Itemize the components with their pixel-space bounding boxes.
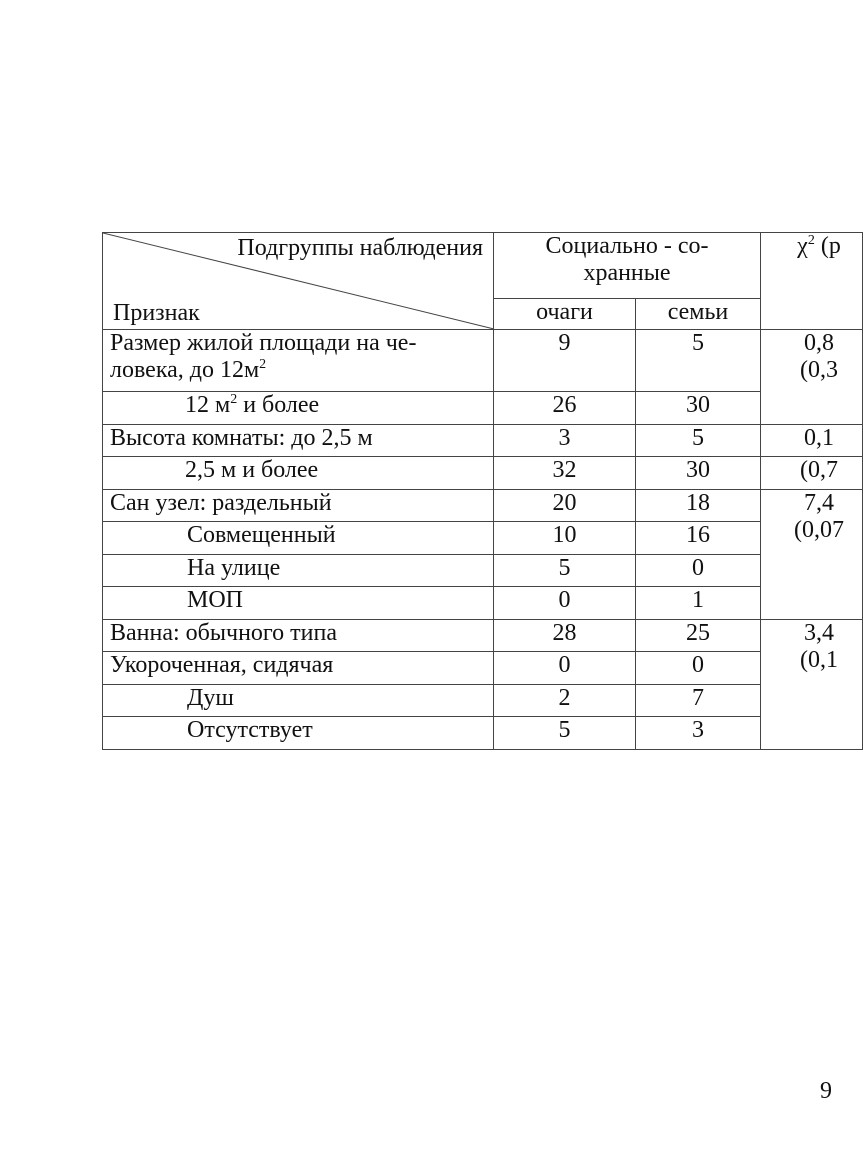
cell-value: 7 (636, 685, 761, 717)
cell-value: 0 (636, 652, 761, 685)
row-label: Совмещенный (103, 522, 494, 555)
cell-value: 0 (636, 555, 761, 587)
cell-value: 28 (494, 620, 636, 652)
cell-value: 5 (494, 717, 636, 750)
cell-value: 1 (636, 587, 761, 620)
table-row (103, 587, 863, 620)
chi-cell: 0,8 (0,3 (761, 330, 863, 425)
table-row (103, 330, 863, 392)
cell-value: 0 (494, 652, 636, 685)
table-row (103, 685, 863, 717)
cell-value: 26 (494, 392, 636, 425)
cell-value: 5 (636, 330, 761, 392)
chi-cell: 3,4 (0,1 (761, 620, 863, 750)
cell-value: 18 (636, 490, 761, 522)
page-number: 9 (820, 1078, 832, 1104)
table-row (103, 425, 863, 457)
header-chi: $\chi^2$ (p (761, 233, 863, 330)
cell-value: 2 (494, 685, 636, 717)
row-label: Размер жилой площади на че- ловека, до $12м^2$ (103, 330, 494, 392)
row-label: Высота комнаты: до 2,5 м (103, 425, 494, 457)
table-row (103, 652, 863, 685)
header-diagonal-cell (103, 233, 494, 330)
table-row (103, 457, 863, 490)
row-label: Ванна: обычного типа (103, 620, 494, 652)
cell-value: 0 (494, 587, 636, 620)
cell-value: 3 (636, 717, 761, 750)
cell-value: 20 (494, 490, 636, 522)
observation-table (102, 232, 863, 750)
header-group-line1: Социально - со- (545, 233, 709, 259)
cell-value: 30 (636, 457, 761, 490)
table-row (103, 490, 863, 522)
cell-value: 3 (494, 425, 636, 457)
cell-value: 32 (494, 457, 636, 490)
row-label: На улице (103, 555, 494, 587)
row-label: Укороченная, сидячая (103, 652, 494, 685)
cell-value: 10 (494, 522, 636, 555)
row-label: 2,5 м и более (103, 457, 494, 490)
table-row (103, 555, 863, 587)
header-group (494, 233, 761, 299)
chi-cell: 7,4 (0,07 (761, 490, 863, 620)
table-row (103, 522, 863, 555)
chi-cell: (0,7 (761, 457, 863, 490)
header-subgroups: Подгруппы наблюдения (237, 235, 483, 261)
header-group-line2: хранные (583, 259, 671, 286)
cell-value: 30 (636, 392, 761, 425)
table-row (103, 717, 863, 750)
header-sub-semyi: семьи (636, 298, 761, 329)
cell-value: 5 (494, 555, 636, 587)
header-feature: Признак (113, 300, 200, 327)
cell-value: 16 (636, 522, 761, 555)
row-label: 12 $м^2$ и более (103, 392, 494, 425)
chi-cell: 0,1 (761, 425, 863, 457)
row-label: МОП (103, 587, 494, 620)
table-row (103, 620, 863, 652)
row-label: Душ (103, 685, 494, 717)
cell-value: 9 (494, 330, 636, 392)
cell-value: 25 (636, 620, 761, 652)
cell-value: 5 (636, 425, 761, 457)
table-row (103, 392, 863, 425)
row-label: Отсутствует (103, 717, 494, 750)
header-sub-ochagi: очаги (494, 298, 636, 329)
row-label: Сан узел: раздельный (103, 490, 494, 522)
